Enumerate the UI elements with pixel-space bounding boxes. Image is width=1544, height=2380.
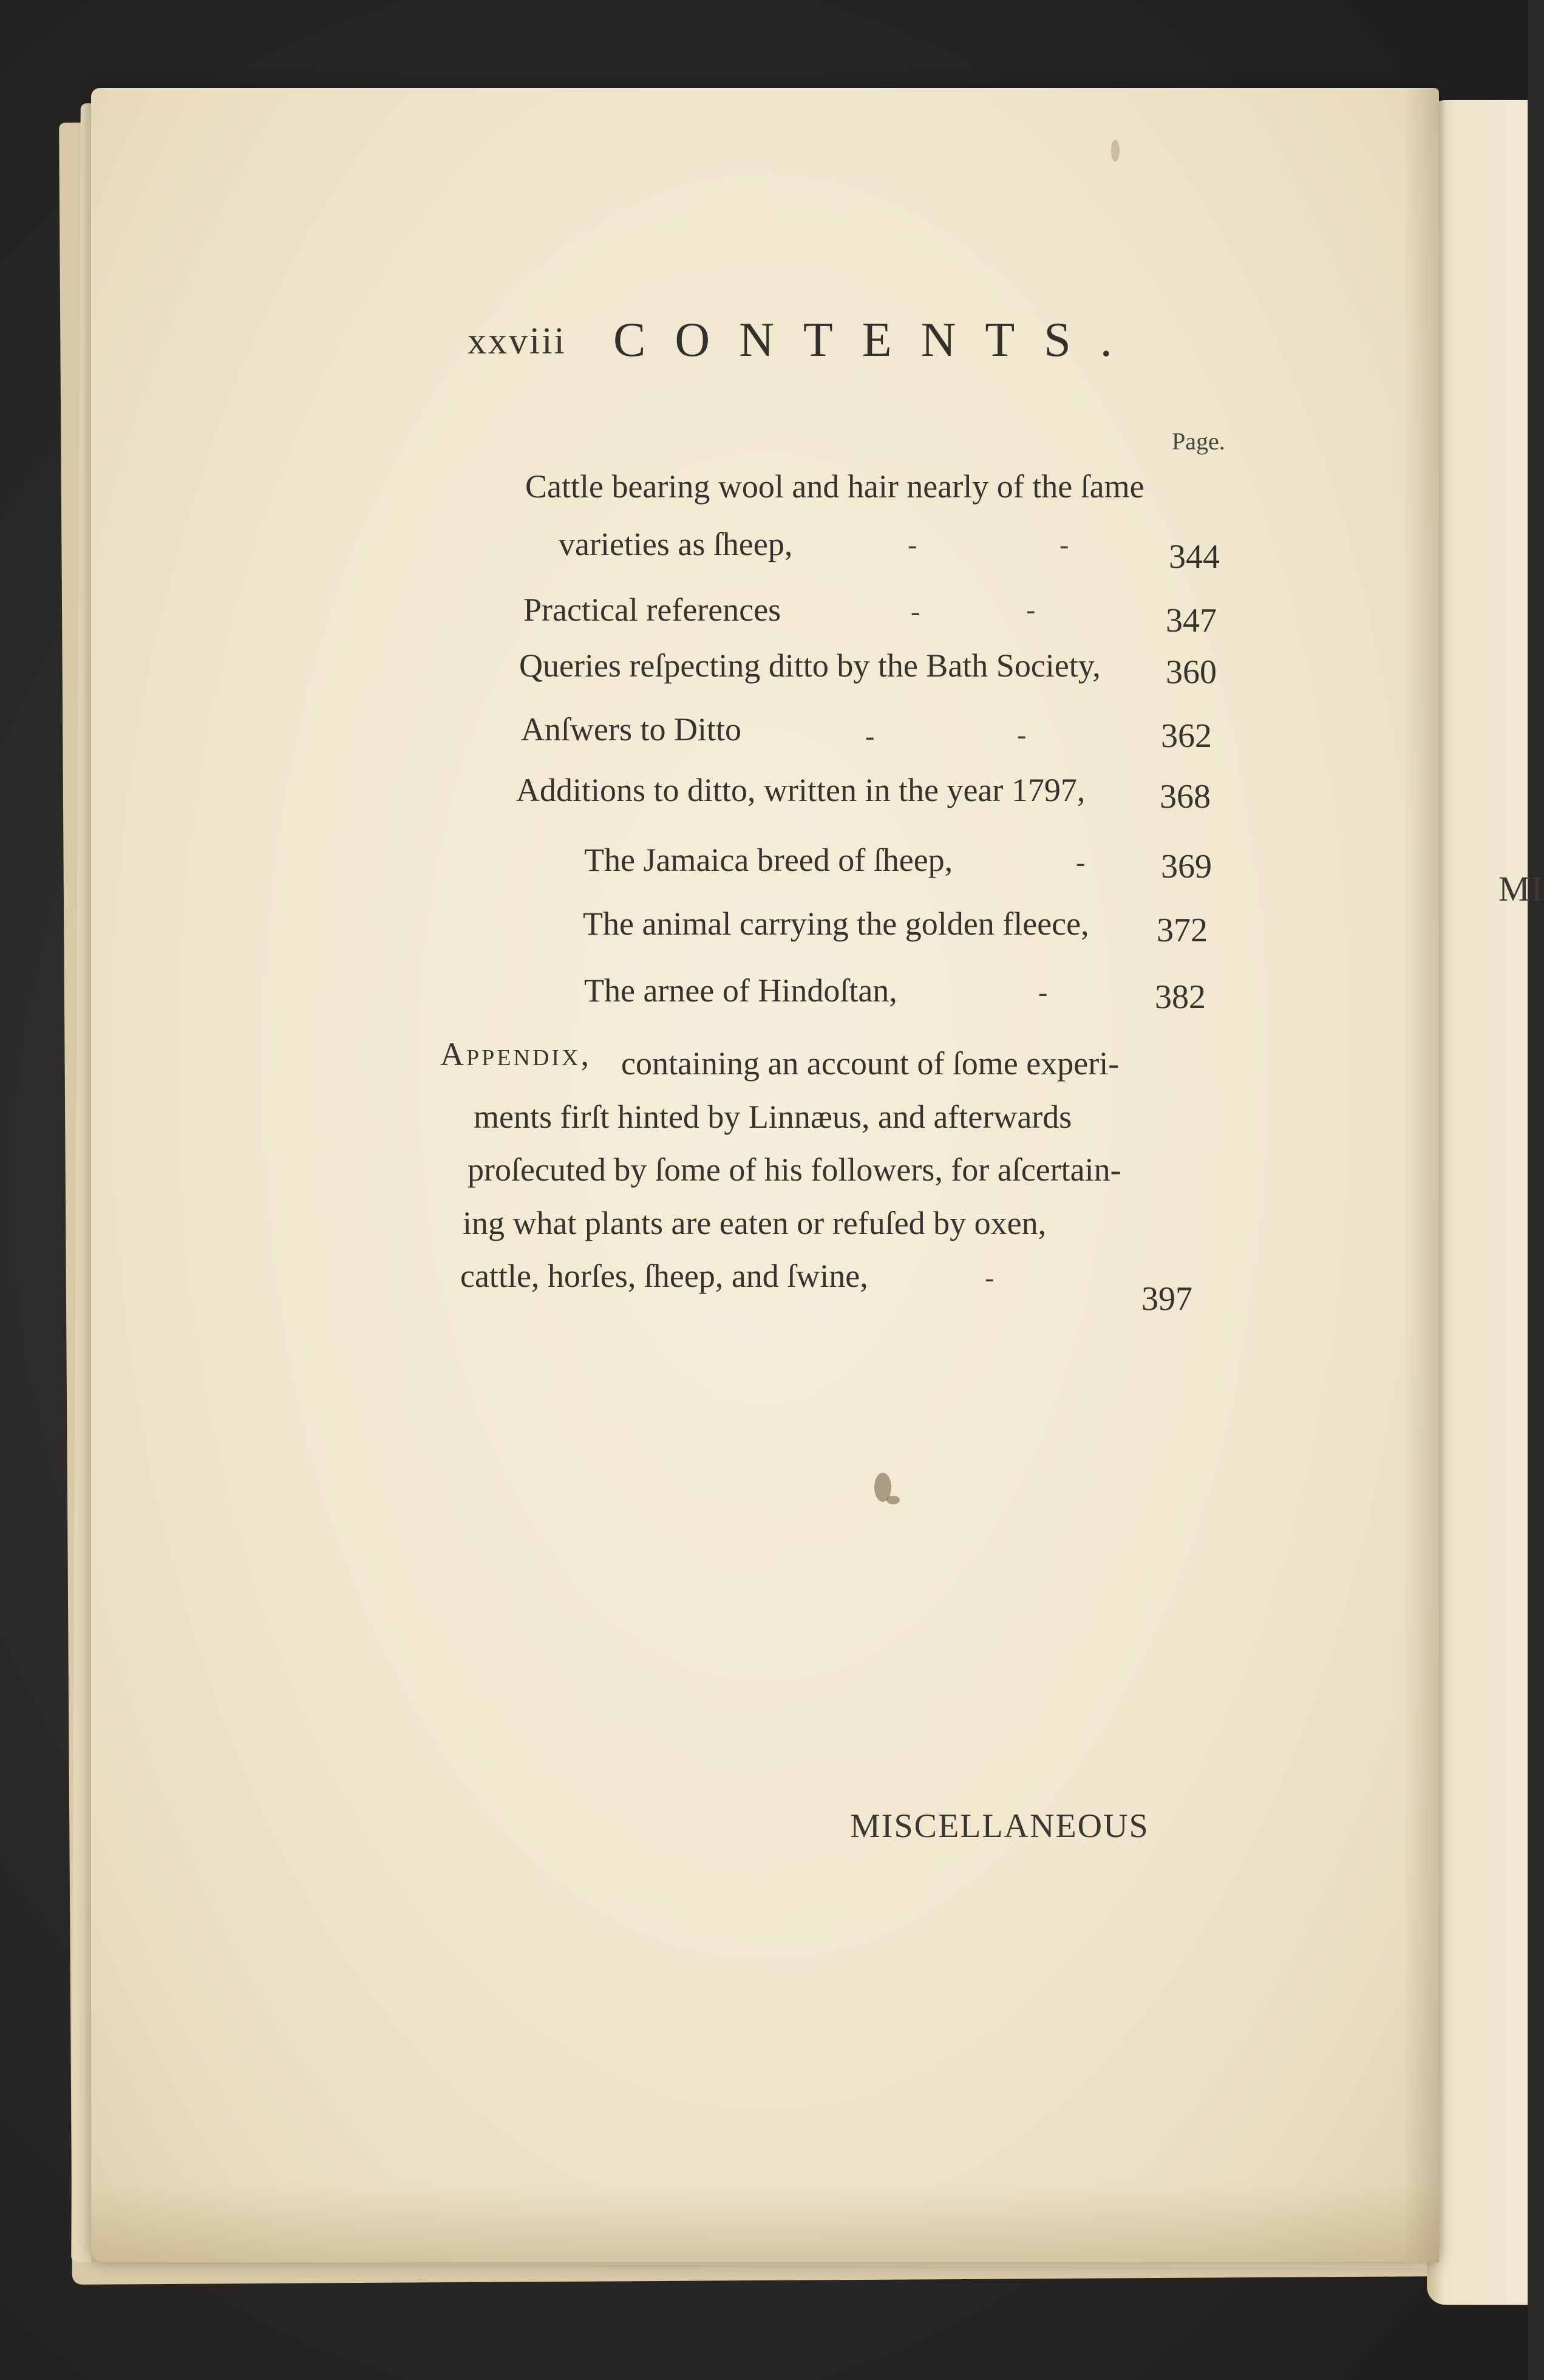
entry-page-number: 360 [1166,653,1217,691]
entry-page-number: 362 [1161,717,1212,755]
book-page [91,88,1439,2262]
leader-dash: - [985,1262,995,1293]
contents-entry-text: Practical references [523,592,781,628]
leader-dash: - [908,529,917,560]
ink-stain [886,1496,900,1504]
contents-entry-text: Additions to ditto, written in the year 1797, [516,772,1086,808]
contents-entry-text: Queries reſpecting ditto by the Bath Society, [519,647,1101,684]
leader-dash: - [865,720,875,751]
contents-entry-text: The Jamaica breed of ſheep, [584,842,953,878]
contents-entry-text: The animal carrying the golden fleece, [583,905,1089,942]
leader-dash: - [1038,977,1048,1008]
appendix-text-line: containing an account of ſome experi- [621,1045,1120,1082]
facing-page [1427,100,1544,2305]
header-page-number: xxviii [468,321,566,362]
entry-page-number: 382 [1155,978,1206,1016]
contents-entry-text: Cattle bearing wool and hair nearly of the ſame [525,468,1144,505]
contents-entry-text: Anſwers to Ditto [521,711,741,748]
appendix-text-line: proſecuted by ſome of his followers, for aſcertain- [468,1151,1121,1188]
page-bottom-wear [91,2183,1439,2262]
entry-page-number: 397 [1141,1280,1192,1318]
entry-page-number: 344 [1169,538,1220,576]
entry-page-number: 369 [1161,848,1212,885]
entry-page-number: 368 [1160,778,1211,816]
paper-mark [1111,140,1120,162]
leader-dash: - [1017,719,1027,750]
page-gutter-shadow [1403,88,1439,2262]
leader-dash: - [1026,594,1036,625]
page-column-label: Page. [1172,428,1225,455]
facing-page-text: MI [1498,869,1544,909]
leader-dash: - [1076,847,1086,878]
contents-entry-text: The arnee of Hindoſtan, [584,972,897,1009]
leader-dash: - [911,596,920,627]
catchword: MISCELLANEOUS [850,1807,1149,1845]
appendix-text-line: ing what plants are eaten or refuſed by oxen, [463,1205,1047,1241]
appendix-text-line: ments firſt hinted by Linnæus, and afterwards [474,1099,1072,1135]
entry-page-number: 372 [1157,912,1208,949]
appendix-label: Appendix, [440,1036,591,1072]
appendix-text-line: cattle, horſes, ſheep, and ſwine, [460,1258,868,1294]
contents-entry-text: varieties as ſheep, [559,526,793,562]
page-title: CONTENTS. [613,313,1141,367]
leader-dash: - [1059,529,1069,560]
entry-page-number: 347 [1166,602,1217,639]
